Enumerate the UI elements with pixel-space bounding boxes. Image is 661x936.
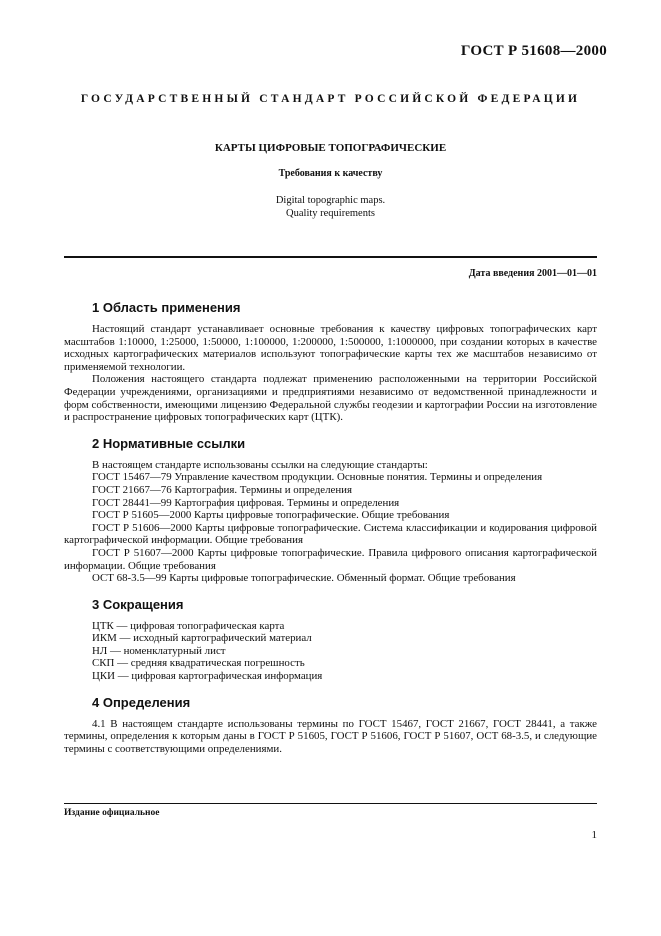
reference-item: ГОСТ Р 51607—2000 Карты цифровые топографические. Правила цифрового описания картографической информации. Общие требования	[64, 546, 597, 572]
section-heading: 2 Нормативные ссылки	[92, 435, 246, 451]
section-references	[64, 436, 597, 585]
list-item: ЦКИ — цифровая картографическая информация	[92, 670, 323, 683]
list-item: СКП — средняя квадратическая погрешность	[92, 657, 305, 670]
footer-divider	[64, 803, 597, 804]
english-title	[64, 194, 597, 220]
standard-code: ГОСТ Р 51608—2000	[460, 43, 607, 59]
standard-banner: ГОСУДАРСТВЕННЫЙ СТАНДАРТ РОССИЙСКОЙ ФЕДЕРАЦИИ	[80, 93, 581, 105]
english-title-line-1: Digital topographic maps.	[275, 195, 386, 206]
section-abbreviations	[64, 597, 597, 683]
reference-item: ГОСТ Р 51606—2000 Карты цифровые топографические. Система классификации и кодирования цифровой картографической информации. Общие требования	[64, 521, 597, 547]
reference-item: ГОСТ 28441—99 Картография цифровая. Термины и определения	[92, 496, 400, 509]
reference-item: ГОСТ 15467—79 Управление качеством продукции. Основные понятия. Термины и определения	[92, 471, 543, 484]
introduction-date: Дата введения 2001—01—01	[468, 268, 597, 279]
edition-note: Издание официальное	[64, 808, 160, 818]
document-subtitle: Требования к качеству	[278, 168, 383, 179]
section-heading: 4 Определения	[92, 694, 191, 710]
paragraph: В настоящем стандарте использованы ссылки на следующие стандарты:	[92, 458, 428, 471]
reference-item: ОСТ 68-3.5—99 Карты цифровые топографические. Обменный формат. Общие требования	[92, 572, 516, 585]
list-item: ИКМ — исходный картографический материал	[92, 632, 312, 645]
section-heading: 1 Область применения	[92, 300, 241, 315]
abbreviation-list	[64, 620, 597, 683]
section-heading: 3 Сокращения	[92, 596, 184, 612]
section-definitions	[64, 695, 597, 756]
section-scope	[64, 300, 597, 424]
page-number: 1	[591, 829, 597, 841]
reference-item: ГОСТ Р 51605—2000 Карты цифровые топографические. Общие требования	[92, 509, 450, 522]
english-title-line-2: Quality requirements	[286, 208, 375, 219]
document-title: КАРТЫ ЦИФРОВЫЕ ТОПОГРАФИЧЕСКИЕ	[214, 142, 447, 154]
list-item: НЛ — номенклатурный лист	[92, 644, 226, 657]
list-item: ЦТК — цифровая топографическая карта	[92, 619, 285, 632]
title-divider	[64, 256, 597, 258]
paragraph: 4.1 В настоящем стандарте использованы термины по ГОСТ 15467, ГОСТ 21667, ГОСТ 28441, а также термины, определения к которым даны в ГОСТ Р 51605, ГОСТ Р 51606, ГОСТ Р 51607, ОСТ 68-3.5, и следующие термины с соответствующими определениями.	[64, 717, 597, 755]
reference-item: ГОСТ 21667—76 Картография. Термины и определения	[92, 483, 353, 496]
paragraph: Положения настоящего стандарта подлежат применению расположенными на территории Российской Федерации учреждениями, организациями и предприятиями независимо от ведомственной принадлежности и форм собственности, имеющими лицензию Федеральной службы геодезии и картографии России на изготовление и распространение цифровых топографических карт (ЦТК).	[64, 373, 597, 424]
paragraph: Настоящий стандарт устанавливает основные требования к качеству цифровых топографических карт масштабов 1:10000, 1:25000, 1:50000, 1:100000, 1:200000, 1:500000, 1:1000000, при создании которых в качестве исходных картографических материалов используют топографические карты тех же масштабов независимо от применяемой технологии.	[64, 323, 597, 373]
document-body	[64, 300, 597, 755]
